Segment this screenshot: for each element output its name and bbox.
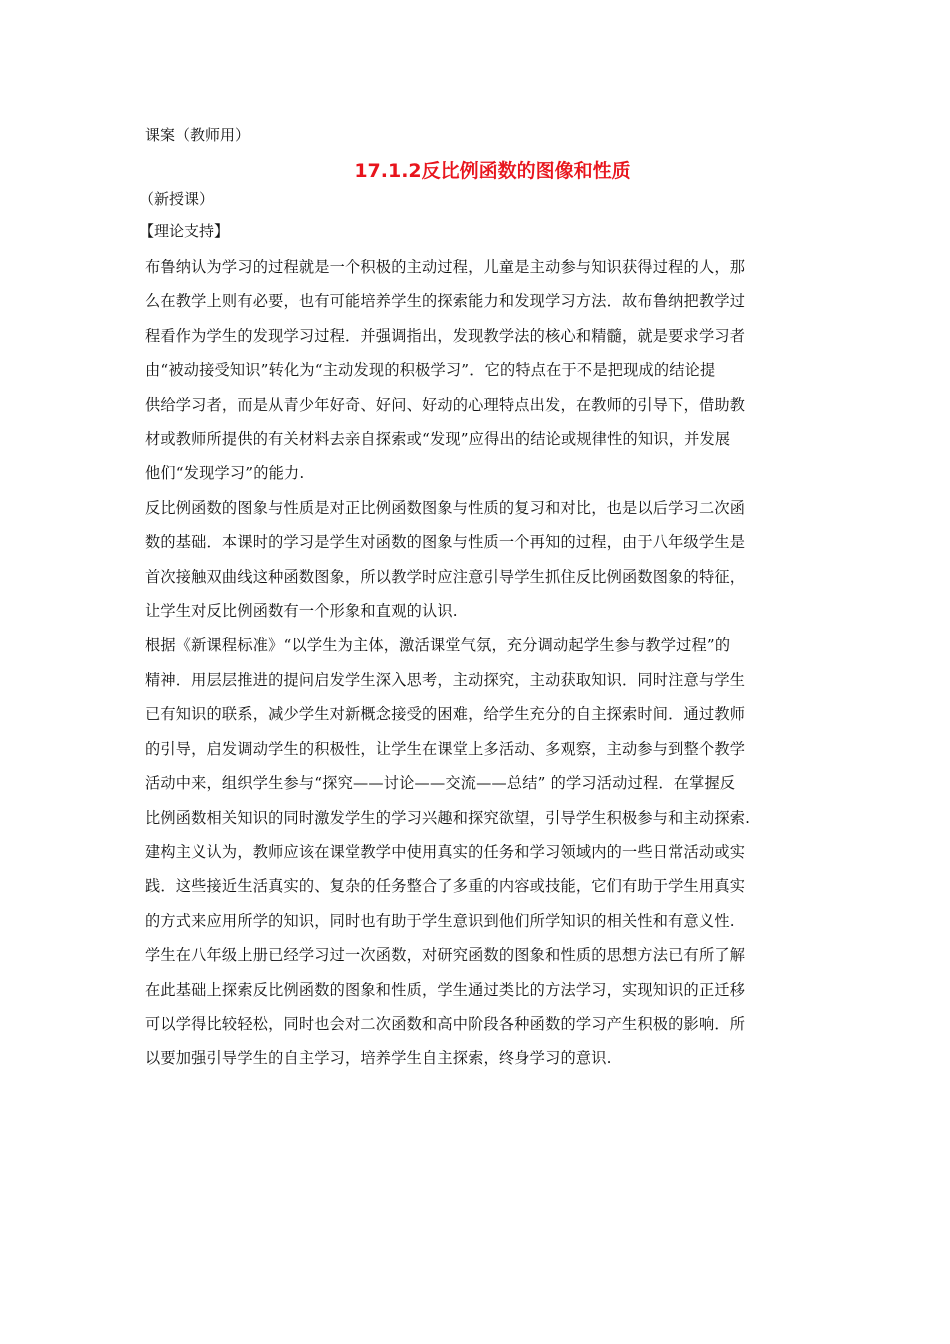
paragraph-line: 可以学得比较轻松，同时也会对二次函数和高中阶段各种函数的学习产生积极的影响．所	[145, 1014, 746, 1033]
paragraph-line: 的方式来应用所学的知识，同时也有助于学生意识到他们所学知识的相关性和有意义性.	[145, 911, 735, 930]
paragraph-line: 学生在八年级上册已经学习过一次函数，对研究函数的图象和性质的思想方法已有所了解	[145, 946, 746, 965]
paragraph-line: 数的基础．本课时的学习是学生对函数的图象与性质一个再知的过程，由于八年级学生是	[145, 533, 746, 552]
paragraph-line: 由“被动接受知识”转化为“主动发现的积极学习”．它的特点在于不是把现成的结论提	[145, 361, 716, 380]
paragraph-line: 根据《新课程标准》“以学生为主体，激活课堂气氛，充分调动起学生参与教学过程”的	[145, 636, 731, 655]
paragraph-line: 他们“发现学习”的能力.	[145, 464, 305, 483]
paragraph-line: 建构主义认为，教师应该在课堂教学中使用真实的任务和学习领域内的一些日常活动或实	[145, 842, 746, 861]
paragraph-line: 比例函数相关知识的同时激发学生的学习兴趣和探究欲望，引导学生积极参与和主动探索.	[145, 808, 751, 827]
paragraph-line: 活动中来，组织学生参与“探究——讨论——交流——总结” 的学习活动过程．在掌握反	[145, 774, 736, 793]
doc-type-label: 课案（教师用）	[145, 126, 251, 144]
paragraph-line: 践．这些接近生活真实的、复杂的任务整合了多重的内容或技能，它们有助于学生用真实	[145, 877, 746, 896]
paragraph-line: 已有知识的联系，减少学生对新概念接受的困难，给学生充分的自主探索时间．通过教师	[145, 705, 746, 724]
paragraph-line: 反比例函数的图象与性质是对正比例函数图象与性质的复习和对比，也是以后学习二次函	[145, 498, 746, 517]
paragraph-line: 供给学习者，而是从青少年好奇、好问、好动的心理特点出发，在教师的引导下，借助教	[145, 395, 746, 414]
document-content	[139, 124, 810, 1076]
paragraph-bruner	[145, 250, 810, 491]
paragraph-line: 布鲁纳认为学习的过程就是一个积极的主动过程，儿童是主动参与知识获得过程的人，那	[145, 258, 746, 276]
paragraph-line: 让学生对反比例函数有一个形象和直观的认识.	[145, 602, 458, 621]
paragraph-line: 精神．用层层推进的提问启发学生深入思考，主动探究，主动获取知识．同时注意与学生	[145, 670, 746, 689]
paragraph-student-background	[145, 938, 810, 1076]
section-heading: 【理论支持】	[139, 222, 230, 240]
paragraph-inverse-function	[145, 491, 810, 629]
paragraph-line: 的引导，启发调动学生的积极性，让学生在课堂上多活动、多观察，主动参与到整个教学	[145, 739, 746, 758]
paragraph-line: 么在教学上则有必要，也有可能培养学生的探索能力和发现学习方法．故布鲁纳把教学过	[145, 292, 746, 311]
lesson-type-label: （新授课）	[139, 190, 215, 208]
page-title: 17.1.2反比例函数的图像和性质	[354, 160, 631, 182]
paragraph-constructivism	[145, 835, 810, 938]
paragraph-line: 程看作为学生的发现学习过程．并强调指出，发现教学法的核心和精髓，就是要求学习者	[145, 326, 746, 345]
paragraph-line: 首次接触双曲线这种函数图象，所以教学时应注意引导学生抓住反比例函数图象的特征，	[145, 567, 746, 586]
paragraph-line: 以要加强引导学生的自主学习，培养学生自主探索，终身学习的意识.	[145, 1049, 612, 1068]
paragraph-line: 在此基础上探索反比例函数的图象和性质，学生通过类比的方法学习，实现知识的正迁移	[145, 980, 746, 999]
paragraph-line: 材或教师所提供的有关材料去亲自探索或“发现”应得出的结论或规律性的知识，并发展	[145, 430, 731, 449]
paragraph-curriculum-standard	[145, 628, 810, 834]
